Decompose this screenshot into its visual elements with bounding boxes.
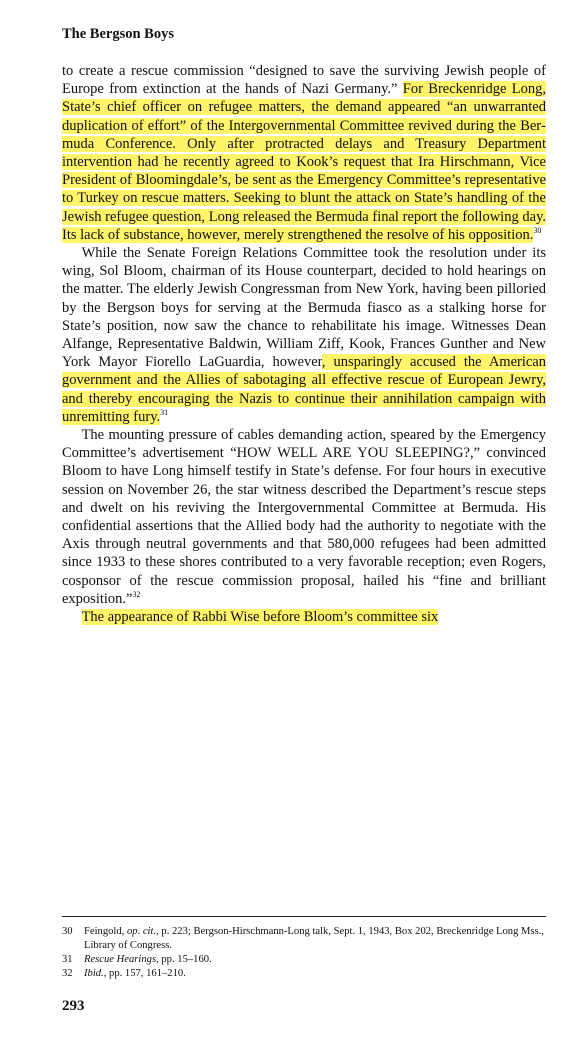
- footnote-text: [84, 967, 546, 981]
- footnote-ref[interactable]: 30: [533, 226, 542, 235]
- footnote: [62, 953, 546, 967]
- footnote: [62, 967, 546, 981]
- citation-title: Ibid.: [84, 968, 104, 979]
- paragraph: [62, 608, 546, 626]
- highlighted-text: , unsparingly accused the American government and the Allies of sabotaging all effective rescue of European Jewry, and thereby encouraging the Nazis to continue their annihilation campaign with unremitting fury.: [62, 354, 546, 425]
- footnote-rule: [62, 916, 546, 917]
- footnote-text: [84, 925, 546, 953]
- paragraph: [62, 244, 546, 426]
- footnote-number: 31: [62, 954, 73, 965]
- running-title: The Bergson Boys: [62, 26, 174, 42]
- citation-title: op. cit.: [126, 926, 157, 937]
- page-number: 293: [62, 998, 85, 1014]
- footnote-ref[interactable]: 31: [160, 408, 169, 418]
- highlighted-text: For Breckenridge Long, State’s chief officer on refugee matters, the demand appeared “an unwarranted duplication of effort” of the Intergovernmental Committee revived during the Bermuda Conference. Only after protracted delays and Treasury Department intervention had he recently agreed to Kook’s request that Ira Hirschmann, Vice President of Bloomingdale’s, be sent as the Emergency Committee’s representative to Turkey on rescue matters. Seeking to blunt the attack on State’s handling of the Jewish refugee question, Long released the Bermuda final report the following day. Its lack of substance, however, merely strengthened the resolve of his opposition.: [62, 81, 546, 243]
- text-run: to create a rescue commission “designed to save the surviving Jewish people of Europe from extinction at the hands of Nazi Germany.”: [62, 63, 546, 98]
- footnote: [62, 925, 546, 953]
- footnote-text: [84, 953, 546, 967]
- footnote-text-run: , pp. 157, 161–210.: [103, 968, 186, 979]
- text-run: The mounting pressure of cables demanding action, speared by the Emergency Committee’s advertisement “HOW WELL ARE YOU SLEEPING?,” convinced Bloom to have Long himself testify in State’s defense. For four hours in executive session on November 26, the star witness described the Department’s rescue steps and dwelt on his reviving the Intergovernmental Committee at Bermuda. His confidential assertions that the Allied body had the authority to negotiate with the Axis through neutral governments and that 580,000 refugees had been admitted since 1933 to these shores contributed to a very favorable reception; even Rogers, cosponsor of the rescue commission proposal, hailed his “fine and brilliant exposition.”: [62, 427, 546, 607]
- footnote-ref[interactable]: 32: [132, 590, 141, 600]
- highlighted-text: The appearance of Rabbi Wise before Bloom’s committee six: [81, 609, 439, 626]
- footnote-number: 32: [62, 968, 73, 979]
- paragraph: [62, 62, 546, 244]
- footnote-text-run: Feingold,: [84, 926, 127, 937]
- footnote-text-run: , p. 223; Bergson-Hirschmann-Long talk, Sept. 1, 1943, Box 202, Breckenridge Long Mss., Library of Congress.: [84, 926, 545, 951]
- body-text: [62, 62, 546, 626]
- paragraph: [62, 426, 546, 608]
- footnote-text-run: , pp. 15–160.: [156, 954, 212, 965]
- citation-title: Rescue Hearings: [84, 954, 157, 965]
- text-run: While the Senate Foreign Relations Committee took the resolution under its wing, Sol Bloom, chairman of its House counterpart, decided to hold hearings on the matter. The elderly Jewish Congressman from New York, having been pilloried by the Bergson boys for serving at the Bermuda fiasco as a stalking horse for State’s position, now saw the chance to rehabilitate his image. Witnesses Dean Alfange, Representative Baldwin, William Ziff, Kook, Frances Gunther and New York Mayor Fiorello LaGuardia, however: [62, 245, 546, 371]
- footnote-number: 30: [62, 926, 73, 937]
- footnotes: [62, 925, 546, 981]
